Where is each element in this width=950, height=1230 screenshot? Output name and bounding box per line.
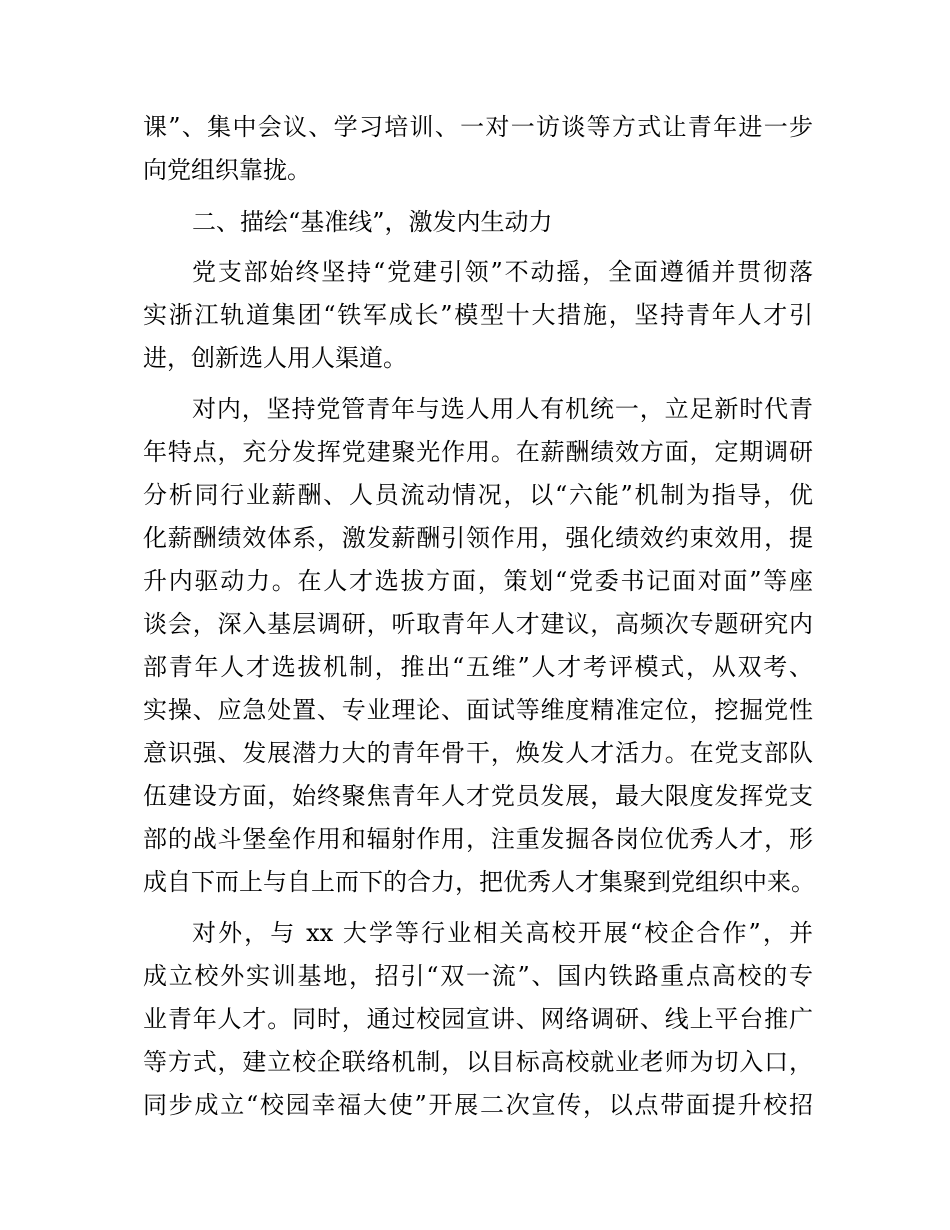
text-line: 实操、应急处置、专业理论、面试等维度精准定位，挖掘党性	[143, 696, 813, 724]
text-line: 谈会，深入基层调研，听取青年人才建议，高频次专题研究内	[143, 610, 813, 638]
text-line: 伍建设方面，始终聚焦青年人才党员发展，最大限度发挥党支	[143, 782, 813, 810]
text-line: 对内，坚持党管青年与选人用人有机统一，立足新时代青	[192, 395, 813, 423]
text-line: 党支部始终坚持“党建引领”不动摇，全面遵循并贯彻落	[192, 258, 813, 286]
text-line: 向党组织靠拢。	[143, 156, 311, 184]
text-line: 业青年人才。同时，通过校园宣讲、网络调研、线上平台推广	[143, 1005, 813, 1033]
text-line: 等方式，建立校企联络机制，以目标高校就业老师为切入口，	[143, 1048, 813, 1076]
text-line: 意识强、发展潜力大的青年骨干，焕发人才活力。在党支部队	[143, 739, 813, 767]
section-heading: 二、描绘“基准线”，激发内生动力	[192, 208, 553, 236]
text-line: 升内驱动力。在人才选拔方面，策划“党委书记面对面”等座	[143, 567, 813, 595]
text-line: 分析同行业薪酬、人员流动情况，以“六能”机制为指导，优	[143, 481, 813, 509]
text-line: 化薪酬绩效体系，激发薪酬引领作用，强化绩效约束效用，提	[143, 524, 813, 552]
text-line: 成立校外实训基地，招引“双一流”、国内铁路重点高校的专	[143, 962, 813, 990]
text-line: 进，创新选人用人渠道。	[143, 344, 407, 372]
text-line: 实浙江轨道集团“铁军成长”模型十大措施，坚持青年人才引	[143, 301, 813, 329]
text-line: 年特点，充分发挥党建聚光作用。在薪酬绩效方面，定期调研	[143, 438, 813, 466]
text-line: 部的战斗堡垒作用和辐射作用，注重发掘各岗位优秀人才，形	[143, 825, 813, 853]
text-line: 成自下而上与自上而下的合力，把优秀人才集聚到党组织中来。	[143, 868, 815, 896]
text-line: 部青年人才选拔机制，推出“五维”人才考评模式，从双考、	[143, 653, 813, 681]
text-line: 课”、集中会议、学习培训、一对一访谈等方式让青年进一步	[143, 113, 813, 141]
text-line: 同步成立“校园幸福大使”开展二次宣传，以点带面提升校招	[143, 1091, 813, 1119]
text-line: 对外，与 xx 大学等行业相关高校开展“校企合作”，并	[192, 919, 813, 947]
